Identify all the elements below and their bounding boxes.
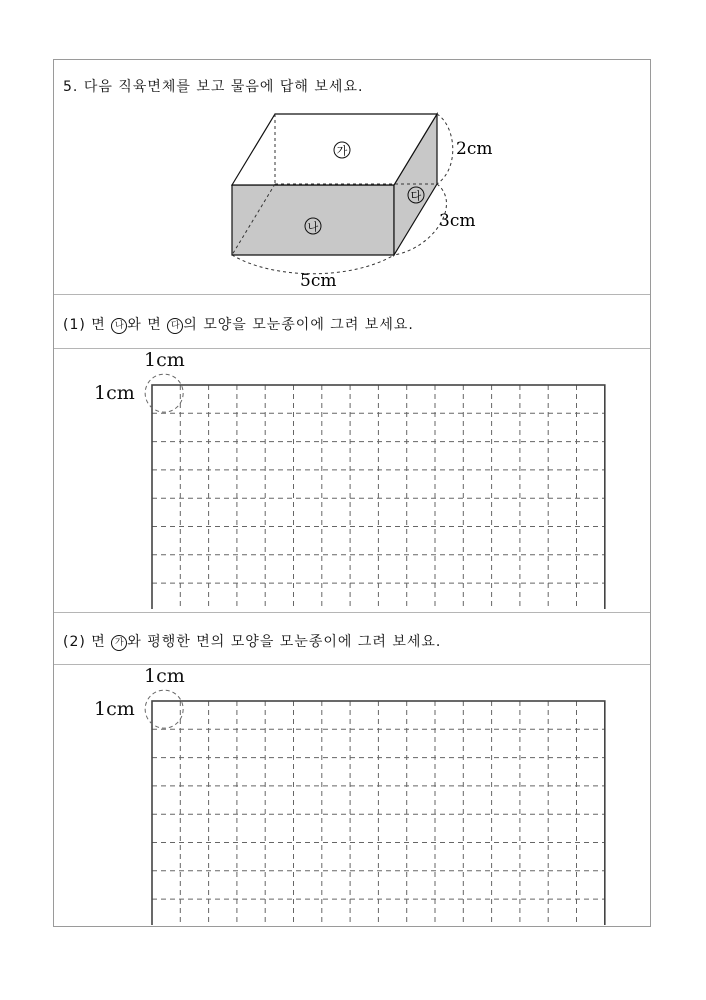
subquestion-2 — [54, 612, 650, 664]
grid-section-2 — [54, 664, 650, 928]
grid-1-unit-top: 1cm — [144, 349, 185, 371]
subquestion-1-after: 의 모양을 모눈종이에 그려 보세요. — [183, 317, 414, 333]
question-number: 5. — [63, 79, 79, 95]
grid-2-unit-top: 1cm — [144, 665, 185, 687]
grid-paper-1 — [142, 371, 612, 609]
subquestion-1-before: 면 — [91, 317, 106, 333]
dimension-arc-height — [437, 114, 453, 184]
cuboid-figure — [224, 108, 494, 298]
unit-cell-marker — [145, 690, 183, 728]
circled-face-na: 나 — [111, 318, 127, 334]
circled-face-da: 다 — [167, 318, 183, 334]
subquestion-1-mid: 와 면 — [127, 317, 162, 333]
subquestion-1 — [54, 294, 650, 348]
unit-cell-marker — [145, 374, 183, 412]
grid-section-1 — [54, 348, 650, 612]
face-label-front: 나 — [307, 220, 319, 234]
subquestion-2-text — [63, 631, 441, 651]
worksheet — [53, 59, 651, 927]
dimension-width-label: 5cm — [300, 271, 337, 291]
subquestion-2-label: (2) — [63, 634, 86, 650]
face-label-top: 가 — [336, 144, 348, 158]
face-label-side: 다 — [410, 189, 422, 203]
dimension-height-label: 2cm — [456, 139, 493, 159]
grid-1-unit-left: 1cm — [94, 382, 135, 404]
question-prompt: 다음 직육면체를 보고 물음에 답해 보세요. — [83, 79, 364, 95]
circled-face-ga: 가 — [111, 635, 127, 651]
grid-2-unit-left: 1cm — [94, 698, 135, 720]
grid-paper-2 — [142, 687, 612, 925]
subquestion-1-text — [63, 314, 414, 334]
dimension-depth-label: 3cm — [439, 211, 476, 231]
subquestion-2-after: 와 평행한 면의 모양을 모눈종이에 그려 보세요. — [127, 634, 442, 650]
question-title — [63, 76, 363, 96]
subquestion-2-before: 면 — [91, 634, 106, 650]
subquestion-1-label: (1) — [63, 317, 86, 333]
